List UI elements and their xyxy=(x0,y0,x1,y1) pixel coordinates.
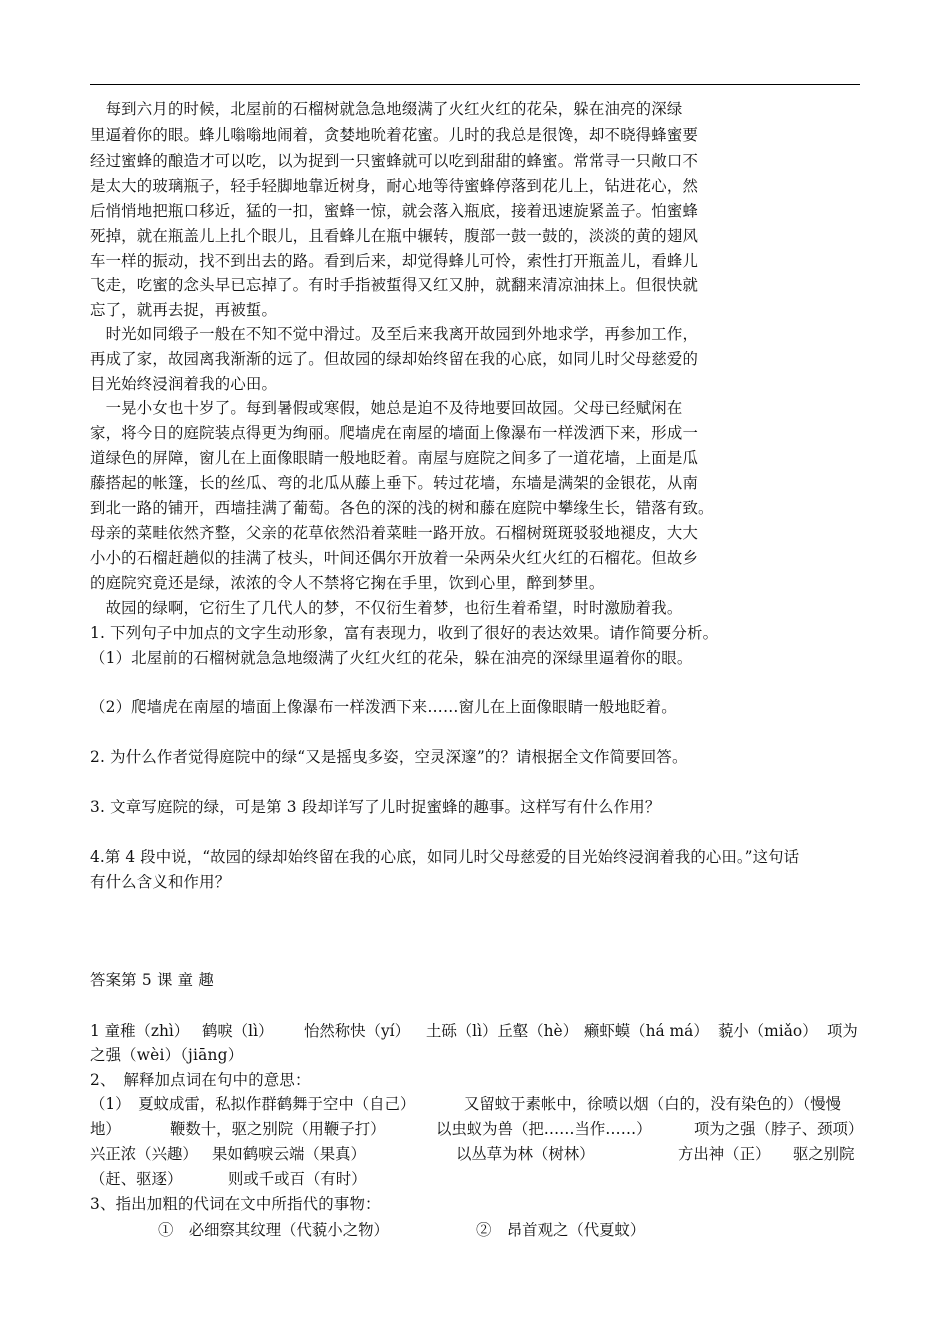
passage-line: 忘了，就再去捉，再被蜇。 xyxy=(90,301,278,319)
passage-line: 再成了家，故园离我渐渐的远了。但故园的绿却始终留在我的心底，如同儿时父母慈爱的 xyxy=(90,350,699,368)
answer-item: 项为之强（脖子、颈项） xyxy=(694,1120,864,1138)
answer-item: 以虫蚁为兽（把……当作……） xyxy=(436,1120,652,1138)
answer-item: 果如鹤唳云端（果真） xyxy=(212,1145,366,1163)
answer-item: 鹤唳（lì） xyxy=(202,1022,274,1040)
passage-line: 故园的绿啊，它衍生了几代人的梦，不仅衍生着梦，也衍生着希望，时时激励着我。 xyxy=(90,599,683,617)
answer-item: 兴正浓（兴趣） xyxy=(90,1145,198,1163)
answer-item: 又留蚊于素帐中，徐喷以烟（白的，没有染色的）（慢慢 xyxy=(464,1095,842,1113)
answer-1-cont: 之强（wèi）（jiāng） xyxy=(90,1046,244,1064)
answers-heading: 答案第 5 课 童 趣 xyxy=(90,971,214,989)
answer-item: 项为 xyxy=(827,1022,858,1040)
question-1-2: （2）爬墙虎在南屋的墙面上像瀑布一样泼洒下来……窗儿在上面像眼睛一般地眨着。 xyxy=(90,698,677,716)
question-4-cont: 有什么含义和作用？ xyxy=(90,873,231,891)
passage-line: 是太大的玻璃瓶子，轻手轻脚地靠近树身，耐心地等待蜜蜂停落到花儿上，钻进花心，然 xyxy=(90,177,699,195)
passage-line: 藤搭起的帐篷，长的丝瓜、弯的北瓜从藤上垂下。转过花墙，东墙是满架的金银花，从南 xyxy=(90,474,699,492)
passage-line: 的庭院究竟还是绿，浓浓的令人不禁将它掬在手里，饮到心里，醉到梦里。 xyxy=(90,574,605,592)
passage-line: 一晃小女也十岁了。每到暑假或寒假，她总是迫不及待地要回故园。父母已经赋闲在 xyxy=(90,399,683,417)
passage-line: 目光始终浸润着我的心田。 xyxy=(90,375,278,393)
header-rule xyxy=(90,84,860,85)
passage-line: 到北一路的铺开，西墙挂满了葡萄。各色的深的浅的树和藤在庭院中攀缘生长，错落有致。 xyxy=(90,499,714,517)
answer-item: 藐小（miǎo） xyxy=(718,1022,818,1040)
answer-item: 地） xyxy=(90,1120,121,1138)
answer-3-title: 3、指出加粗的代词在文中所指代的事物： xyxy=(90,1195,381,1213)
question-2: 2. 为什么作者觉得庭院中的绿“又是摇曳多姿，空灵深邃”的？请根据全文作简要回答。 xyxy=(90,748,688,766)
question-3: 3. 文章写庭院的绿，可是第 3 段却详写了儿时捉蜜蜂的趣事。这样写有什么作用？ xyxy=(90,798,661,816)
passage-line: 经过蜜蜂的酿造才可以吃，以为捉到一只蜜蜂就可以吃到甜甜的蜂蜜。常常寻一只敞口不 xyxy=(90,152,699,170)
answer-item: 则或千或百（有时） xyxy=(228,1170,367,1188)
answer-item: （赶、驱逐） xyxy=(90,1170,183,1188)
answer-item: （1） 夏蚊成雷，私拟作群鹤舞于空中（自己） xyxy=(90,1095,416,1113)
answer-2-row xyxy=(90,1093,860,1115)
question-1-1: （1）北屋前的石榴树就急急地缀满了火红火红的花朵，躲在油亮的深绿里逼着你的眼。 xyxy=(90,649,693,667)
answer-item: ① 必细察其纹理（代藐小之物） xyxy=(158,1221,389,1239)
answer-2-row xyxy=(90,1168,860,1190)
passage-line: 后悄悄地把瓶口移近，猛的一扣，蜜蜂一惊，就会落入瓶底，接着迅速旋紧盖子。怕蜜蜂 xyxy=(90,202,699,220)
answer-item: 怡然称快（yí） xyxy=(304,1022,410,1040)
passage-line: 车一样的振动，找不到出去的路。看到后来，却觉得蜂儿可怜，索性打开瓶盖儿，看蜂儿 xyxy=(90,252,699,270)
passage-line: 时光如同缎子一般在不知不觉中滑过。及至后来我离开故园到外地求学，再参加工作， xyxy=(90,325,699,343)
passage-line: 道绿色的屏障，窗儿在上面像眼睛一般地眨着。南屋与庭院之间多了一道花墙，上面是瓜 xyxy=(90,449,699,467)
question-1: 1. 下列句子中加点的文字生动形象，富有表现力，收到了很好的表达效果。请作简要分析。 xyxy=(90,624,719,642)
answer-2-title: 2、 解释加点词在句中的意思： xyxy=(90,1071,311,1089)
answer-2-row xyxy=(90,1118,864,1140)
passage-line: 死掉，就在瓶盖儿上扎个眼儿，且看蜂儿在瓶中辗转，腹部一鼓一鼓的，淡淡的黄的翅风 xyxy=(90,227,699,245)
answer-item: 土砾（lì）丘壑（hè） xyxy=(426,1022,578,1040)
passage-line: 里逼着你的眼。蜂儿嗡嗡地闹着，贪婪地吮着花蜜。儿时的我总是很馋，却不晓得蜂蜜要 xyxy=(90,126,699,144)
answer-2-row xyxy=(90,1143,860,1165)
passage-line: 小小的石榴赶趟似的挂满了枝头，叶间还偶尔开放着一朵两朵火红火红的石榴花。但故乡 xyxy=(90,549,699,567)
answer-item: 方出神（正） xyxy=(678,1145,771,1163)
answer-item: 以丛草为林（树林） xyxy=(456,1145,595,1163)
passage-line: 母亲的菜畦依然齐整，父亲的花草依然沿着菜畦一路开放。石榴树斑斑驳驳地褪皮，大大 xyxy=(90,524,699,542)
answer-item: 癞虾蟆（há má） xyxy=(584,1022,709,1040)
passage-line: 家，将今日的庭院装点得更为绚丽。爬墙虎在南屋的墙面上像瀑布一样泼洒下来，形成一 xyxy=(90,424,699,442)
answer-item: 1 童稚（zhì） xyxy=(90,1022,190,1040)
answer-item: ② 昂首观之（代夏蚊） xyxy=(476,1221,646,1239)
question-4: 4.第 4 段中说，“故园的绿却始终留在我的心底，如同儿时父母慈爱的目光始终浸润着我的心田。”这句话 xyxy=(90,848,800,866)
passage-line: 飞走，吃蜜的念头早已忘掉了。有时手指被蜇得又红又肿，就翻来清凉油抹上。但很快就 xyxy=(90,276,699,294)
answer-item: 驱之别院 xyxy=(793,1145,855,1163)
answer-item: 鞭数十，驱之别院（用鞭子打） xyxy=(170,1120,386,1138)
answer-3-row xyxy=(90,1219,860,1241)
passage-line: 每到六月的时候，北屋前的石榴树就急急地缀满了火红火红的花朵，躲在油亮的深绿 xyxy=(90,100,683,118)
answer-1-row xyxy=(90,1020,860,1042)
